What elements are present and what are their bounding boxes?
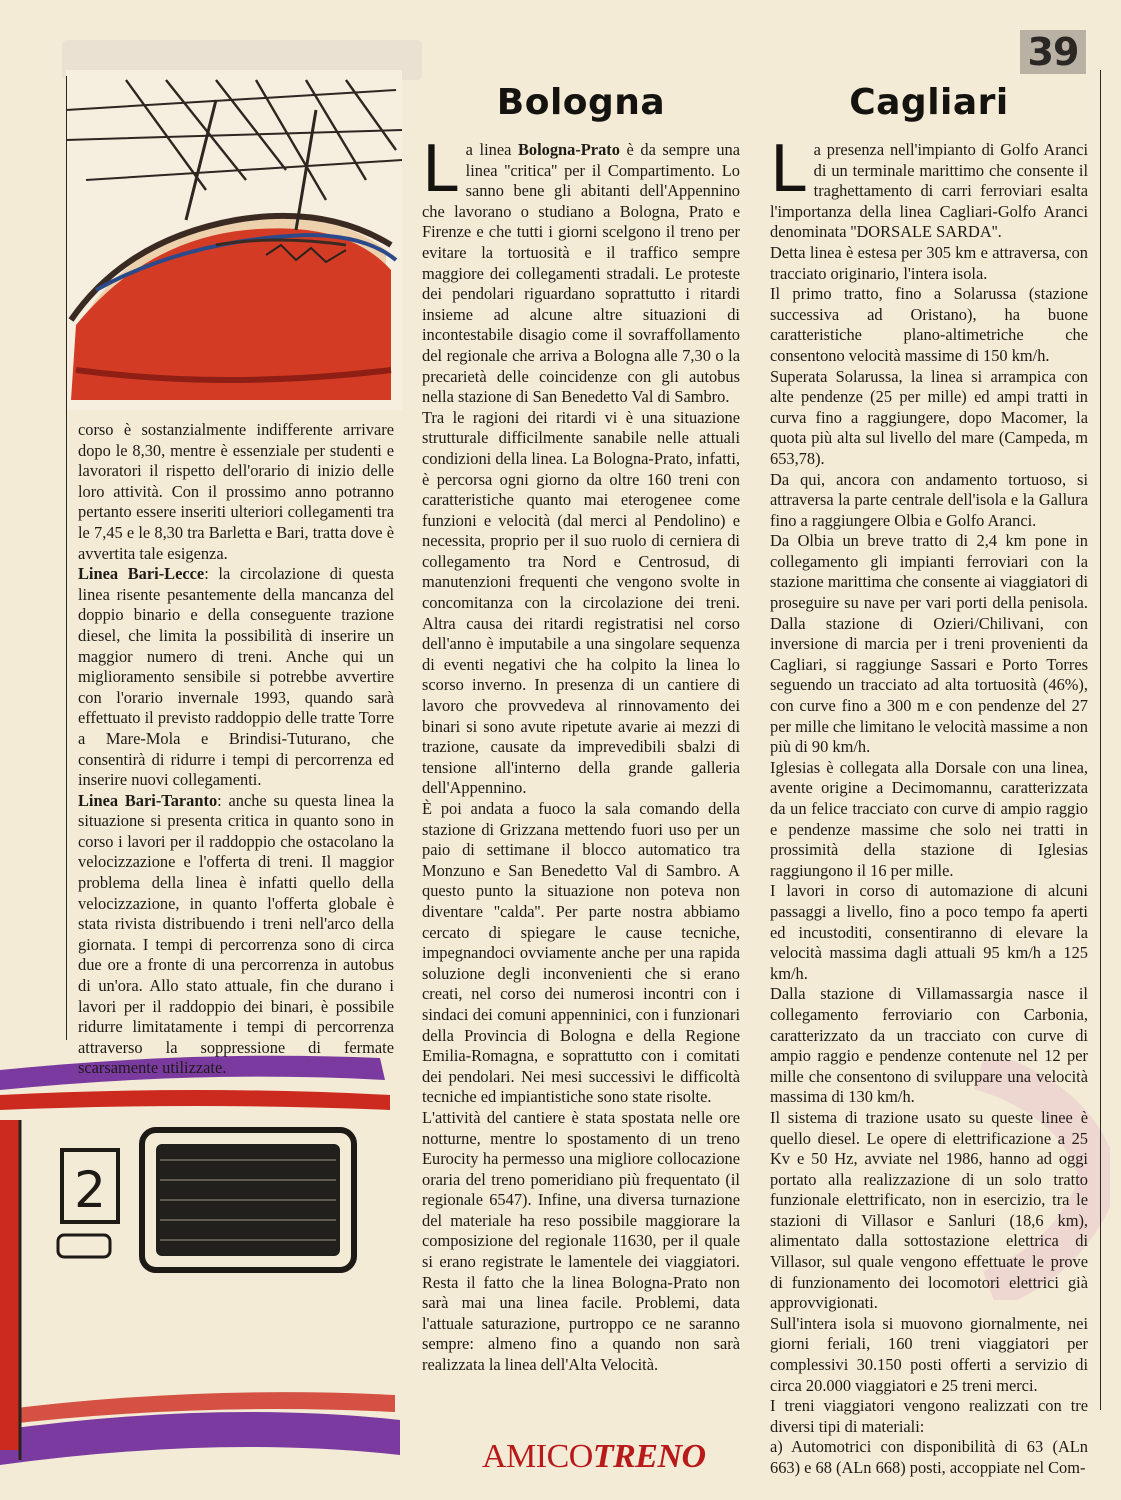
carriage-illustration [0,1040,420,1480]
cagliari-heading: Cagliari [849,82,1009,123]
cagliari-paragraph-7: Iglesias è collegata alla Dorsale con una linea, avente origine a Decimomannu, caratterizzata da un felice tracciato con curve di ampio raggio e pendenze massime che solo nei tratti in prossimità della stazione di Iglesias raggiungono il 16 per mille. [770,757,1088,880]
brand-part-treno: TRENO [592,1438,706,1475]
right-margin-rule [1100,70,1101,1410]
magazine-brand-footer [482,1438,706,1476]
bologna-paragraph-2: Tra le ragioni dei ritardi vi è una situazione strutturale difficilmente sanabile nelle attuali condizioni della linea. La Bologna-Prato, infatti, è percorsa ogni giorno da oltre 160 treni con caratteristiche quanto mai eterogenee come funzioni e velocità (dal merci al Pendolino) e necessita, proprio per il suo ruolo di cerniera di collegamento tra Nord e Centrosud, di manutenzioni frequenti che vengono svolte in concomitanza con la circolazione dei treni. Altra causa dei ritardi registratisi nel corso dell'anno è imputabile a una singolare sequenza di eventi negativi che ha colpito la linea lo scorso inverno. In presenza di un cantiere di lavoro che provvedeva al rinnovamento dei binari si sono avute ripetute avarie ai mezzi di trazione, causate da imprevedibili sbalzi di tensione all'interno della grande galleria dell'Appennino. [422,407,740,798]
cab-window-illustration [66,70,402,410]
bari-taranto-label: Linea Bari-Taranto [78,790,218,810]
bari-lecce-text: : la circolazione di questa linea risente pesantemente della mancanza del doppio binario e della conseguente trazione diesel, che limita la possibilità di inserire un maggior numero di treni. Anche qui un miglioramento sensibile si potrebbe avvertire con l'orario invernale 1993, quando sarà effettuato il previsto raddoppio delle tratte Torre a Mare-Mola e Brindisi-Tuturano, che consentirà di ridurre i tempi di percorrenza ed inserire nuovi collegamenti. [78,564,394,790]
bologna-paragraph-4: L'attività del cantiere è stata spostata nelle ore notturne, mentre lo spostamento di un treno Eurocity ha permesso una migliore collocazione oraria del treno pomeridiano più frequentato (il regionale 6547). Infine, una diversa turnazione del materiale ha reso possibile maggiorare la composizione del regionale 11630, per il quale si erano registrate le lamentele dei viaggiatori. Resta il fatto che la linea Bologna-Prato non sarà mai una linea facile. Problemi, data l'attuale saturazione, purtroppo ce ne saranno sempre: almeno fino a quando non sarà realizzata la linea dell'Alta Velocità. [422,1107,740,1375]
cagliari-paragraph-9: Dalla stazione di Villamassargia nasce il collegamento ferroviario con Carbonia, caratterizzato da un tracciato con curve di ampio raggio e pendenze contenute nel 12 per mille che consentono di sviluppare una velocità massima di 130 km/h. [770,984,1088,1107]
cagliari-paragraph-5: Da qui, ancora con andamento tortuoso, si attraversa la parte centrale dell'isola e la Gallura fino a raggiungere Olbia e Golfo Aranci. [770,469,1088,530]
bologna-column [422,133,740,1376]
bologna-paragraph-1 [422,133,740,408]
bologna-heading: Bologna [496,82,666,123]
cagliari-column [770,133,1088,1479]
bologna-dropcap: L [422,133,458,207]
cagliari-paragraph-10: Il sistema di trazione usato su queste linee è quello diesel. Le opere di elettrificazione a 25 Kv e 50 Hz, avviate nel 1986, hanno ad oggi portato alla realizzazione di un solo tratto funzionale elettrificato, non in esercizio, tra le stazioni di Villasor e Sanluri (18,6 km), alimentato dalla sottostazione elettrica di Villasor, sul quale vengono effettuate le prove di funzionamento dei locomotori elettrici già approvvigionati. [770,1107,1088,1313]
cagliari-paragraph-12: I treni viaggiatori vengono realizzati con tre diversi tipi di materiali: [770,1396,1088,1436]
bari-lecce-label: Linea Bari-Lecce [78,564,205,584]
cagliari-paragraph-6: Da Olbia un breve tratto di 2,4 km pone in collegamento gli impianti ferroviari con la stazione marittima che consente ai viaggiatori di proseguire su nave per vari porti della penisola. Dalla stazione di Ozieri/Chilivani, con inversione di marcia per i treni provenienti da Cagliari, si raggiunge Sassari e Porto Torres seguendo un tracciato ad alta tortuosità (46%), con curve fino a 300 m e con pendenze del 27 per mille che limitano le velocità massime a non più di 90 km/h. [770,531,1088,757]
cagliari-paragraph-1 [770,133,1088,243]
left-intro-paragraph: corso è sostanzialmente indifferente arrivare dopo le 8,30, mentre è essenziale per studenti e lavoratori il rispetto dell'orario di inizio delle loro attività. Con il prossimo anno potranno pertanto essere inseriti ulteriori collegamenti tra le 7,45 e le 8,30 tra Barletta e Bari, tratta dove è avvertita tale esigenza. [78,420,394,563]
column-frame-rule [66,76,67,1061]
brand-part-amico: AMICO [482,1438,593,1475]
bologna-p1-rest: è da sempre una linea ''critica'' per il Compartimento. Lo sanno bene gli abitanti dell'Appennino che lavorano o studiano a Bologna, Prato e Firenze e che tutti i giorni scelgono il treno per evitare la tortuosità e il traffico sempre maggiore dei collegamenti stradali. Le proteste dei pendolari riguardano soprattutto i ritardi insieme ad alcune altre situazioni di incontestabile disagio come il sovraffollamento del regionale che arriva a Bologna alle 7,30 o la precarietà delle coincidenze con gli autobus nella stazione di San Benedetto Val di Sambro. [422,140,740,407]
bari-taranto-text: : anche su questa linea la situazione si presenta critica in quanto sono in corso i lavori per il raddoppio che ostacolano la velocizzazione e l'offerta di treni. Il maggior problema della linea è infatti quello della velocizzazione, in quanto l'offerta globale è stata rivista distribuendo i treni nell'arco della giornata. I tempi di percorrenza sono di circa due ore a fronte di una percorrenza in autobus di un'ora. Allo stato attuale, fin che durano i lavori per il raddoppio dei binari, è possibile ridurre limitatamente i tempi di percorrenza attraverso la soppressione di fermate scarsamente utilizzate. [78,790,394,1078]
bologna-p1-lead: a linea [465,140,518,159]
left-column-text [78,420,394,1079]
cagliari-paragraph-8: I lavori in corso di automazione di alcuni passaggi a livello, fino a poco tempo fa aperti ed incustoditi, consentiranno di elevare la velocità massima dagli attuali 95 km/h a 125 km/h. [770,881,1088,983]
cagliari-paragraph-4: Superata Solarussa, la linea si arrampica con alte pendenze (25 per mille) ed ampi tratti in curva fino a raggiungere, dopo Macomer, la quota più alta sul livello del mare (Campeda, m 653,78). [770,366,1088,468]
page-number: 39 [1020,30,1086,74]
cagliari-p1-text: a presenza nell'impianto di Golfo Aranci di un terminale marittimo che consente il traghettamento di carri ferroviari esalta l'importanza della linea Cagliari-Golfo Aranci denominata ''DORSALE SARDA''. [770,140,1088,242]
class-marker: 2 [74,1161,106,1219]
bari-taranto-paragraph [78,791,394,1079]
cagliari-paragraph-2: Detta linea è estesa per 305 km e attraversa, con tracciato originario, l'intera isola. [770,242,1088,283]
bari-lecce-paragraph [78,564,394,791]
cagliari-paragraph-13: a) Automotrici con disponibilità di 63 (ALn 663) e 68 (ALn 668) posti, accoppiate nel Com- [770,1437,1088,1477]
cagliari-dropcap: L [770,133,806,207]
bologna-paragraph-3: È poi andata a fuoco la sala comando della stazione di Grizzana mettendo fuori uso per un paio di settimane il blocco automatico tra Monzuno e San Benedetto Val di Sambro. A questo punto la situazione non poteva non diventare ''calda''. Per parte nostra abbiamo cercato di spiegare le cause tecniche, impegnandoci ovviamente anche per una rapida soluzione degli inconvenienti che si erano creati, nel corso dei numerosi incontri con i sindaci dei comuni appenninici, con i funzionari della Provincia di Bologna e della Regione Emilia-Romagna, e soprattutto con i comitati dei pendolari. Nei mesi successivi le difficoltà tecniche ed impiantistiche sono state risolte. [422,799,740,1107]
bologna-p1-bold: Bologna-Prato [517,140,620,159]
cagliari-paragraph-3: Il primo tratto, fino a Solarussa (stazione successiva ad Oristano), ha buone caratteristiche plano-altimetriche che consentono velocità massime di 150 km/h. [770,284,1088,365]
cagliari-paragraph-11: Sull'intera isola si muovono giornalmente, nei giorni feriali, 160 treni viaggiatori per complessivi 30.150 posti offerti a servizio di circa 20.000 viaggiatori e 25 treni merci. [770,1313,1088,1395]
